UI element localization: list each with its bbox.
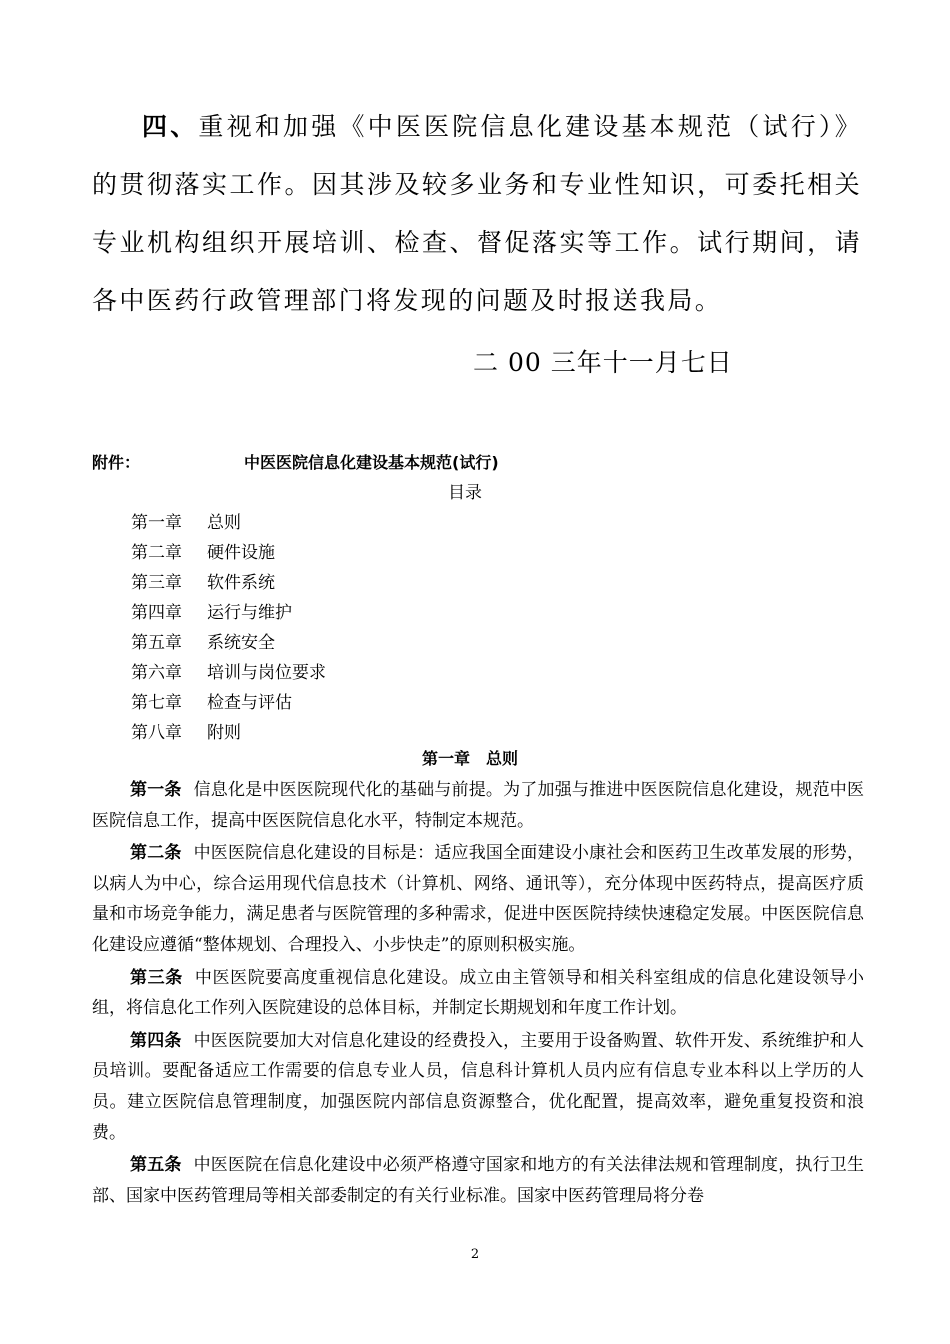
toc-heading <box>0 481 950 505</box>
article-paragraph <box>92 838 864 960</box>
issue-date: 二 00 三年十一月七日 <box>473 348 733 377</box>
toc-chapter-title: 总则 <box>207 513 241 533</box>
toc-item <box>131 508 326 538</box>
article-paragraph <box>92 775 864 836</box>
toc-item <box>131 688 326 718</box>
article-label: 第二条 <box>130 843 182 864</box>
article-text: 中医医院在信息化建设中必须严格遵守国家和地方的有关法律法规和管理制度，执行卫生部、国家中医药管理局等相关部委制定的有关行业标准。国家中医药管理局将分卷 <box>92 1155 865 1206</box>
toc-chapter-number: 第四章 <box>131 603 182 623</box>
toc-chapter-number: 第一章 <box>131 513 182 533</box>
chapter-articles <box>92 775 864 1213</box>
article-label: 第三条 <box>130 967 183 988</box>
table-of-contents <box>131 508 326 748</box>
toc-chapter-number: 第三章 <box>131 573 182 593</box>
toc-chapter-title: 软件系统 <box>207 573 275 593</box>
toc-item <box>131 598 326 628</box>
intro-text: 重视和加强《中医医院信息化建设基本规范（试行）》的贯彻落实工作。因其涉及较多业务和专业性知识，可委托相关专业机构组织开展培训、检查、督促落实等工作。试行期间，请各中医药行政管理部门将发现的问题及时报送我局。 <box>92 112 862 315</box>
toc-chapter-title: 硬件设施 <box>207 543 275 563</box>
article-paragraph <box>92 1026 864 1148</box>
article-label: 第四条 <box>130 1030 182 1051</box>
toc-item <box>131 658 326 688</box>
toc-chapter-title: 附则 <box>207 723 241 743</box>
toc-item <box>131 718 326 748</box>
toc-item <box>131 628 326 658</box>
annex-title: 中医医院信息化建设基本规范(试行) <box>244 453 499 472</box>
toc-chapter-title: 检查与评估 <box>207 693 292 713</box>
article-text: 信息化是中医医院现代化的基础与前提。为了加强与推进中医医院信息化建设，规范中医医院信息工作，提高中医医院信息化水平，特制定本规范。 <box>92 780 865 831</box>
article-paragraph <box>92 1150 864 1211</box>
toc-chapter-number: 第五章 <box>131 633 182 653</box>
chapter-heading-text: 第一章 总则 <box>421 749 518 768</box>
toc-chapter-title: 培训与岗位要求 <box>207 663 326 683</box>
page-number: 2 <box>470 1247 480 1262</box>
toc-item <box>131 538 326 568</box>
intro-lead: 四、 <box>142 112 199 141</box>
annex-label: 附件： <box>92 453 141 472</box>
toc-chapter-number: 第八章 <box>131 723 182 743</box>
article-label: 第五条 <box>130 1155 182 1176</box>
toc-heading-text: 目录 <box>448 483 482 503</box>
toc-chapter-title: 运行与维护 <box>207 603 292 623</box>
article-text: 中医医院要高度重视信息化建设。成立由主管领导和相关科室组成的信息化建设领导小组，将信息化工作列入医院建设的总体目标，并制定长期规划和年度工作计划。 <box>92 967 864 1019</box>
article-text: 中医医院要加大对信息化建设的经费投入，主要用于设备购置、软件开发、系统维护和人员培训。要配备适应工作需要的信息专业人员，信息科计算机人员内应有信息专业本科以上学历的人员。建立医院信息管理制度，加强医院内部信息资源整合，优化配置，提高效率，避免重复投资和浪费。 <box>92 1030 865 1143</box>
article-text: 中医医院信息化建设的目标是：适应我国全面建设小康社会和医药卫生改革发展的形势，以病人为中心，综合运用现代信息技术（计算机、网络、通讯等），充分体现中医药特点，提高医疗质量和市场竞争能力，满足患者与医院管理的多种需求，促进中医医院持续快速稳定发展。中医医院信息化建设应遵循“整体规划、合理投入、小步快走”的原则积极实施。 <box>92 843 865 955</box>
toc-chapter-title: 系统安全 <box>207 633 275 653</box>
chapter-heading <box>0 746 950 772</box>
toc-chapter-number: 第六章 <box>131 663 182 683</box>
toc-item <box>131 568 326 598</box>
toc-chapter-number: 第七章 <box>131 693 182 713</box>
intro-paragraph <box>92 98 862 330</box>
toc-chapter-number: 第二章 <box>131 543 182 563</box>
article-paragraph <box>92 963 864 1024</box>
article-label: 第一条 <box>130 780 182 800</box>
